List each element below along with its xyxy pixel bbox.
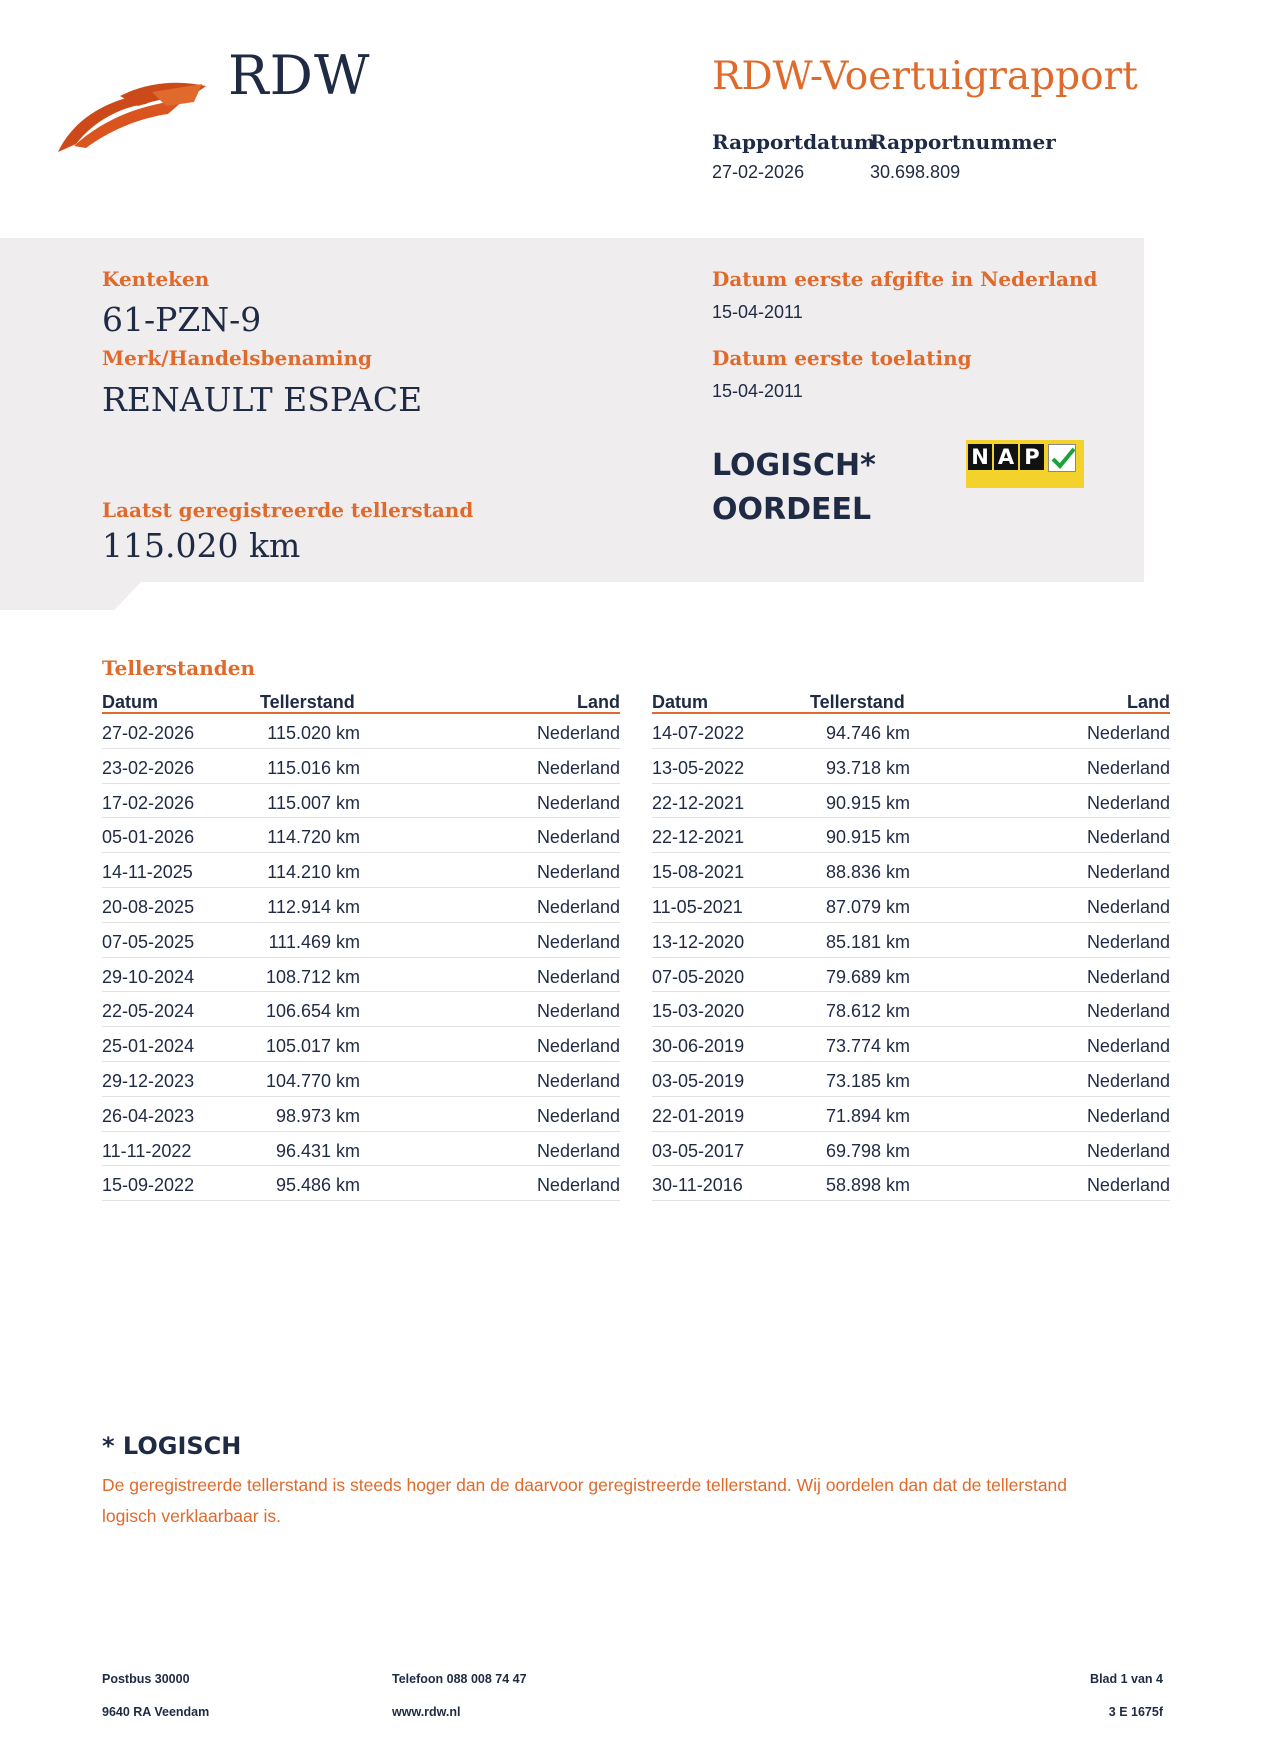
table-header [102,690,620,714]
footer-phone: Telefoon 088 008 74 47 [392,1672,527,1686]
table-row [102,923,620,958]
reading-date: 07-05-2025 [102,931,195,952]
reading-date: 13-05-2022 [652,757,745,778]
header-km: Tellerstand [260,692,355,712]
reading-date: 05-01-2026 [102,827,195,848]
header-km: Tellerstand [810,692,905,712]
reading-date: 17-02-2026 [102,792,195,813]
verdict-line-1: LOGISCH* [712,448,876,483]
plate-label: Kenteken [102,267,210,291]
footer-po-box: Postbus 30000 [102,1672,190,1686]
reading-country: Nederland [1086,966,1170,987]
reading-country: Nederland [536,896,620,917]
header-date: Datum [102,692,159,712]
report-date: 27-02-2026 [712,162,805,182]
verdict-line-2: OORDEEL [712,492,872,527]
reading-country: Nederland [1086,896,1170,917]
make-value: RENAULT ESPACE [102,380,423,419]
reading-date: 14-11-2025 [102,862,193,883]
reading-km: 106.654 km [265,1001,360,1022]
table-row [652,853,1170,888]
reading-date: 30-11-2016 [652,1175,743,1196]
table-row [652,1132,1170,1167]
reading-country: Nederland [1086,1140,1170,1161]
panel-tab [0,580,143,610]
reading-km: 94.746 km [825,723,910,743]
reading-country: Nederland [536,1070,620,1091]
reading-country: Nederland [1086,1036,1170,1057]
table-row [652,1166,1170,1201]
reading-date: 22-01-2019 [652,1105,745,1126]
checkmark-icon [1048,444,1076,472]
reading-date: 25-01-2024 [102,1036,195,1057]
nap-letter: P [1020,444,1044,470]
reading-country: Nederland [536,966,620,987]
reading-country: Nederland [1086,723,1170,743]
header-country: Land [1127,692,1170,712]
odometer-value: 115.020 km [102,526,301,565]
reading-km: 85.181 km [825,931,910,952]
reading-date: 15-08-2021 [652,862,745,883]
table-row [102,888,620,923]
reading-date: 22-12-2021 [652,792,745,813]
reading-date: 03-05-2019 [652,1070,745,1091]
table-row [102,1062,620,1097]
reading-km: 88.836 km [825,862,910,883]
footer-page: Blad 1 van 4 [1090,1672,1163,1686]
reading-km: 73.774 km [825,1036,910,1057]
reading-country: Nederland [1086,827,1170,848]
reading-km: 115.016 km [267,757,360,778]
reading-km: 114.210 km [267,862,360,883]
reading-date: 30-06-2019 [652,1036,745,1057]
table-row [652,958,1170,993]
table-header [652,690,1170,714]
reading-date: 15-09-2022 [102,1175,195,1196]
reading-km: 96.431 km [275,1140,360,1161]
reading-km: 69.798 km [825,1140,910,1161]
footer-website: www.rdw.nl [392,1705,461,1719]
reading-km: 73.185 km [825,1070,910,1091]
plate-value: 61-PZN-9 [102,300,262,339]
header-country: Land [577,692,620,712]
table-row [652,992,1170,1027]
footer-city: 9640 RA Veendam [102,1705,210,1719]
reading-country: Nederland [536,1140,620,1161]
reading-date: 14-07-2022 [652,723,745,743]
first-admission-label: Datum eerste toelating [712,346,972,370]
reading-date: 26-04-2023 [102,1105,195,1126]
reading-country: Nederland [1086,757,1170,778]
readings-table-right [652,690,1170,1201]
reading-country: Nederland [1086,1070,1170,1091]
org-name: RDW [228,44,371,107]
table-row [102,1027,620,1062]
reading-date: 29-12-2023 [102,1070,195,1091]
reading-km: 98.973 km [275,1105,360,1126]
reading-country: Nederland [1086,862,1170,883]
reading-country: Nederland [1086,1105,1170,1126]
nap-letter: A [994,444,1018,470]
reading-km: 90.915 km [825,792,910,813]
reading-km: 105.017 km [265,1036,360,1057]
first-issue-nl-value: 15-04-2011 [712,302,803,322]
reading-country: Nederland [536,1175,620,1196]
table-row [102,1132,620,1167]
reading-km: 90.915 km [825,827,910,848]
reading-date: 07-05-2020 [652,966,745,987]
reading-km: 111.469 km [268,931,360,952]
odometer-label: Laatst geregistreerde tellerstand [102,498,474,522]
reading-km: 114.720 km [267,827,360,848]
report-number-label: Rapportnummer [870,130,1056,154]
table-row [652,1097,1170,1132]
header-date: Datum [652,692,709,712]
reading-km: 78.612 km [825,1001,910,1022]
table-row [102,1166,620,1201]
reading-country: Nederland [1086,1175,1170,1196]
reading-country: Nederland [536,792,620,813]
reading-country: Nederland [536,1001,620,1022]
table-row [102,784,620,819]
note-text: De geregistreerde tellerstand is steeds hoger dan de daarvoor geregistreerde tellerstand. Wij oordelen dan dat de tellerstand logisch verklaarbaar is. [102,1475,1068,1526]
reading-km: 115.007 km [267,792,360,813]
reading-country: Nederland [536,1105,620,1126]
reading-country: Nederland [536,862,620,883]
table-row [652,1062,1170,1097]
nap-letter: N [968,444,992,470]
table-row [652,1027,1170,1062]
reading-km: 58.898 km [825,1175,910,1196]
reading-country: Nederland [536,757,620,778]
table-row [652,888,1170,923]
table-row [652,749,1170,784]
reading-km: 108.712 km [265,966,360,987]
table-row [102,818,620,853]
rdw-logo [56,44,371,164]
reading-km: 104.770 km [265,1070,360,1091]
table-row [102,992,620,1027]
reading-date: 15-03-2020 [652,1001,745,1022]
nap-logo [966,440,1084,488]
readings-title: Tellerstanden [102,656,256,680]
table-row [652,784,1170,819]
reading-date: 11-11-2022 [102,1140,192,1161]
reading-date: 22-12-2021 [652,827,745,848]
make-label: Merk/Handelsbenaming [102,346,373,370]
reading-country: Nederland [536,827,620,848]
reading-km: 112.914 km [267,896,360,917]
reading-date: 11-05-2021 [652,896,743,917]
reading-date: 03-05-2017 [652,1140,745,1161]
table-row [652,714,1170,749]
footer-code: 3 E 1675f [1108,1705,1163,1719]
reading-km: 79.689 km [825,966,910,987]
table-row [102,853,620,888]
report-title: RDW-Voertuigrapport [712,54,1138,99]
reading-km: 115.020 km [267,723,360,743]
table-row [102,958,620,993]
first-admission-value: 15-04-2011 [712,381,803,401]
table-row [102,749,620,784]
reading-country: Nederland [536,1036,620,1057]
table-row [102,1097,620,1132]
table-row [652,818,1170,853]
reading-country: Nederland [1086,792,1170,813]
reading-date: 13-12-2020 [652,931,745,952]
report-date-label: Rapportdatum [712,130,876,154]
reading-km: 93.718 km [825,757,910,778]
first-issue-nl-label: Datum eerste afgifte in Nederland [712,267,1098,291]
rdw-flame-icon [56,74,216,154]
table-row [652,923,1170,958]
reading-country: Nederland [536,723,620,743]
reading-km: 87.079 km [825,896,910,917]
reading-km: 95.486 km [275,1175,360,1196]
reading-date: 29-10-2024 [102,966,195,987]
note-title: * LOGISCH [102,1432,242,1460]
reading-date: 20-08-2025 [102,896,195,917]
reading-country: Nederland [1086,1001,1170,1022]
reading-km: 71.894 km [825,1105,910,1126]
table-row [102,714,620,749]
reading-date: 23-02-2026 [102,757,195,778]
reading-country: Nederland [536,931,620,952]
reading-date: 27-02-2026 [102,723,195,743]
readings-table-left [102,690,620,1201]
reading-date: 22-05-2024 [102,1001,195,1022]
reading-country: Nederland [1086,931,1170,952]
report-number: 30.698.809 [870,162,961,182]
